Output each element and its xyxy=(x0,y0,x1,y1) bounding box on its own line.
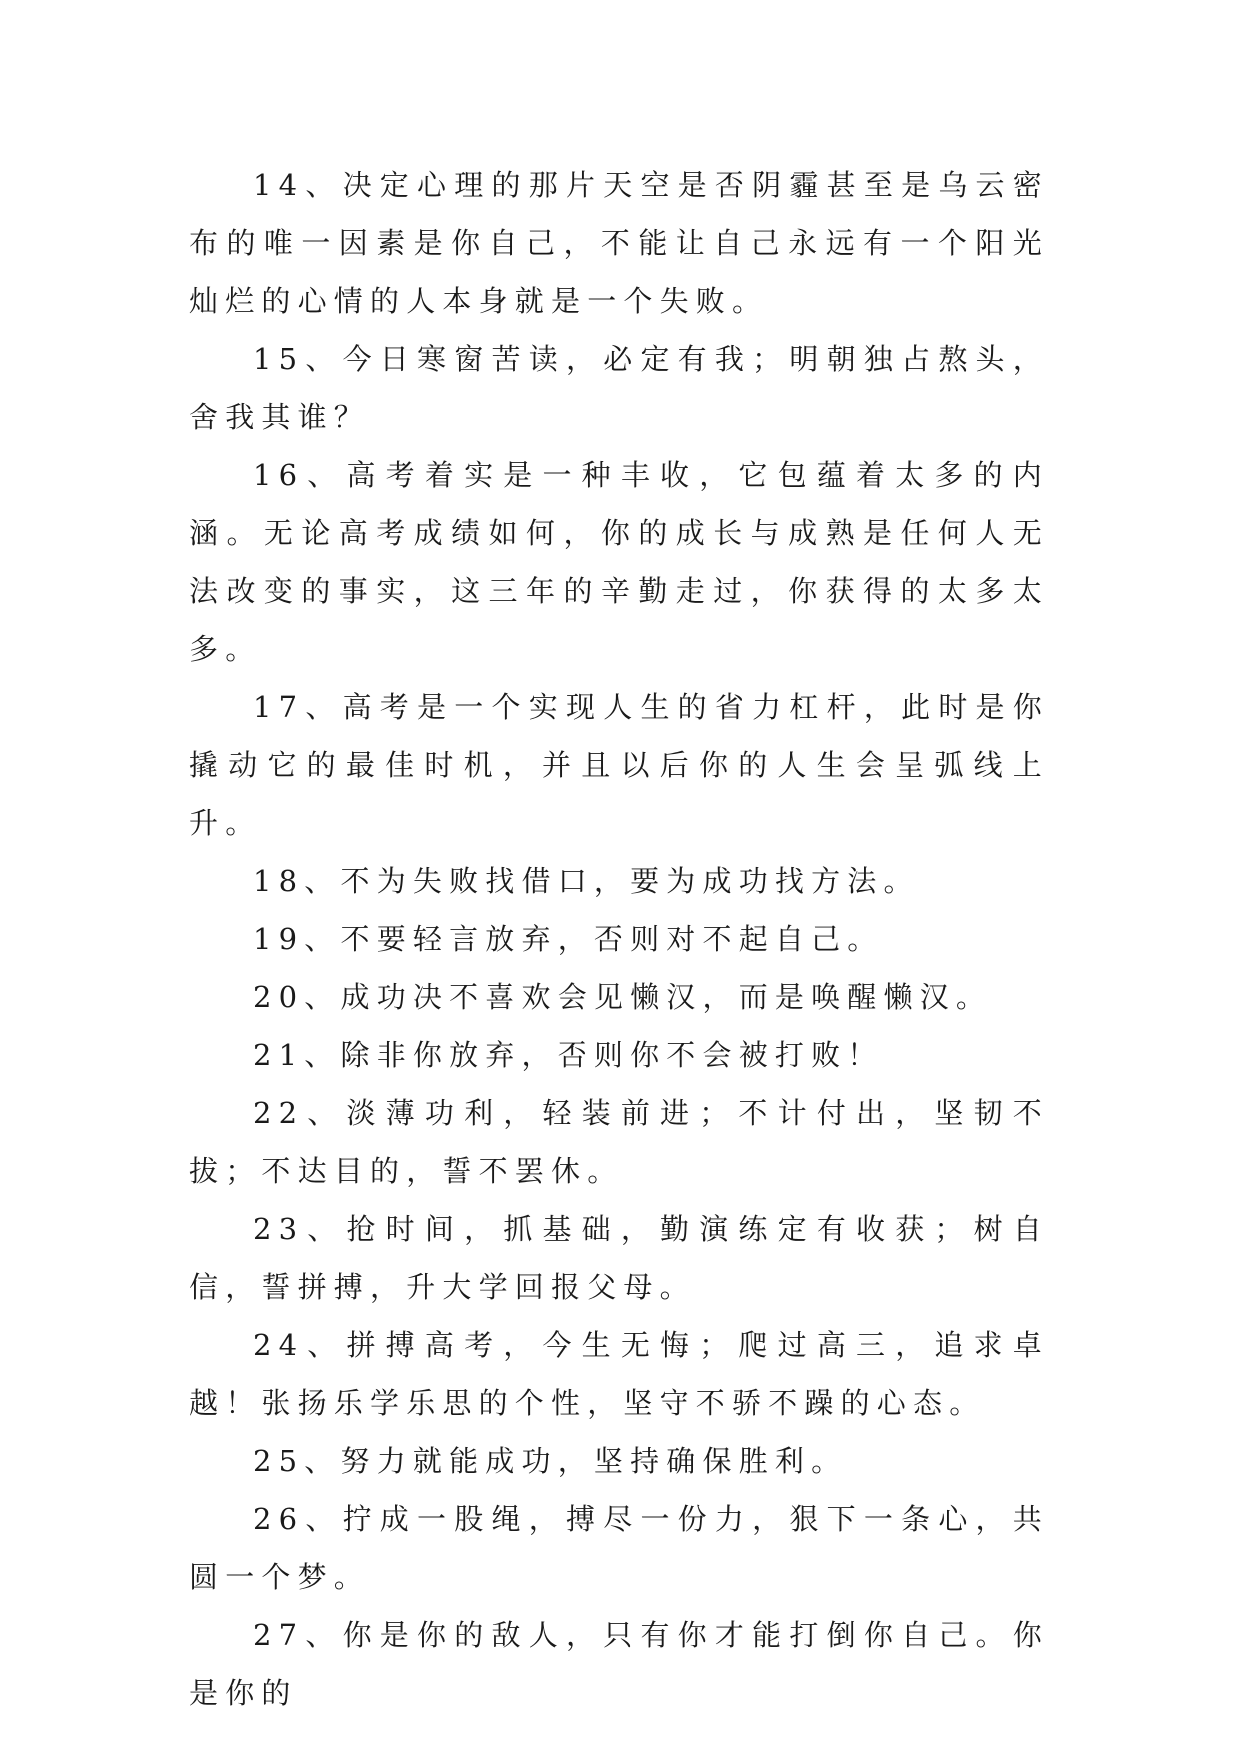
paragraph-25: 25、努力就能成功，坚持确保胜利。 xyxy=(253,1444,848,1478)
paragraph-26: 26、拧成一股绳，搏尽一份力，狠下一条心，共圆一个梦。 xyxy=(189,1502,1049,1594)
paragraph-23: 23、抢时间，抓基础，勤演练定有收获；树自信，誓拼搏，升大学回报父母。 xyxy=(189,1212,1049,1304)
paragraph-22: 22、淡薄功利，轻装前进；不计付出，坚韧不拔；不达目的，誓不罢休。 xyxy=(189,1096,1049,1188)
paragraph-14: 14、决定心理的那片天空是否阴霾甚至是乌云密布的唯一因素是你自己，不能让自己永远有一个阳光灿烂的心情的人本身就是一个失败。 xyxy=(189,168,1049,318)
paragraph-27: 27、你是你的敌人，只有你才能打倒你自己。你是你的 xyxy=(189,1618,1049,1710)
paragraph-24: 24、拼搏高考，今生无悔；爬过高三，追求卓越！张扬乐学乐思的个性，坚守不骄不躁的心态。 xyxy=(189,1328,1049,1420)
paragraph-19: 19、不要轻言放弃，否则对不起自己。 xyxy=(253,922,884,956)
paragraph-18: 18、不为失败找借口，要为成功找方法。 xyxy=(253,864,920,898)
paragraph-15: 15、今日寒窗苦读，必定有我；明朝独占熬头，舍我其谁？ xyxy=(189,342,1049,434)
paragraph-21: 21、除非你放弃，否则你不会被打败！ xyxy=(253,1038,884,1072)
paragraph-17: 17、高考是一个实现人生的省力杠杆，此时是你撬动它的最佳时机，并且以后你的人生会呈弧线上升。 xyxy=(189,690,1049,840)
document-body xyxy=(189,156,1049,1722)
paragraph-20: 20、成功决不喜欢会见懒汉，而是唤醒懒汉。 xyxy=(253,980,993,1014)
paragraph-16: 16、高考着实是一种丰收，它包蕴着太多的内涵。无论高考成绩如何，你的成长与成熟是任何人无法改变的事实，这三年的辛勤走过，你获得的太多太多。 xyxy=(189,458,1049,666)
